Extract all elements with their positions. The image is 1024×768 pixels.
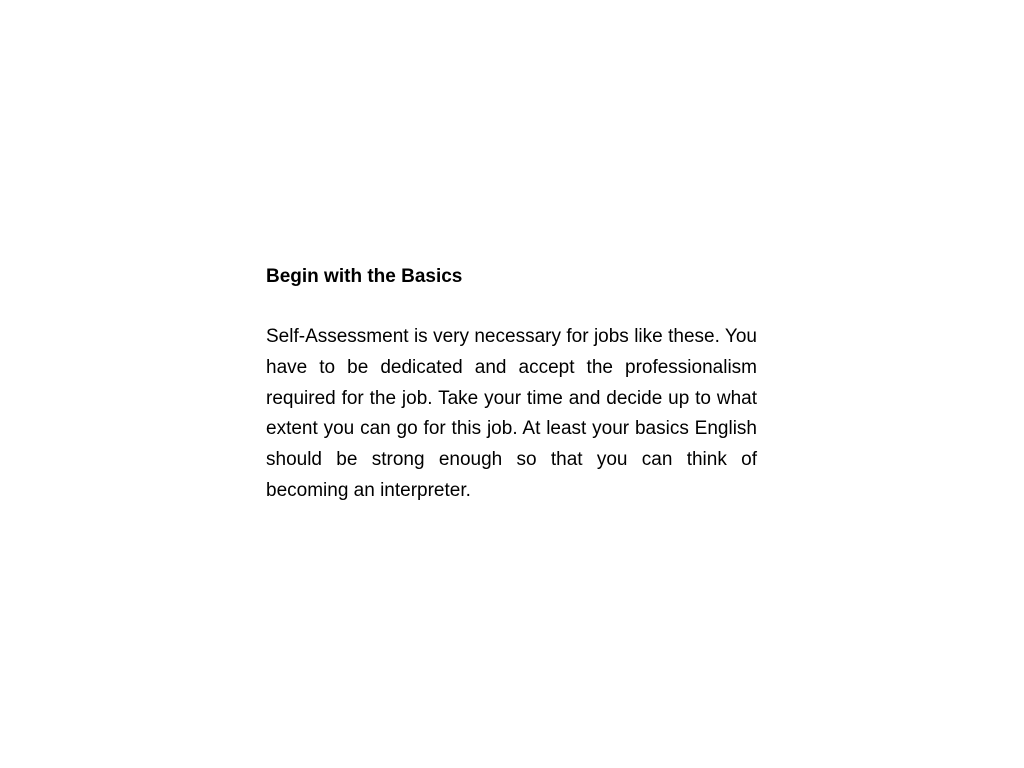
slide-body-text: Self-Assessment is very necessary for jobs like these. You have to be dedicated and accept the professionalism required for the job. Take your time and decide up to what extent you can go for this job. At least your basics English should be strong enough so that you can think of becoming an interpreter. bbox=[266, 326, 757, 501]
slide-heading: Begin with the Basics bbox=[266, 266, 463, 287]
text-box bbox=[266, 262, 757, 507]
paragraph-spacer bbox=[266, 292, 757, 322]
